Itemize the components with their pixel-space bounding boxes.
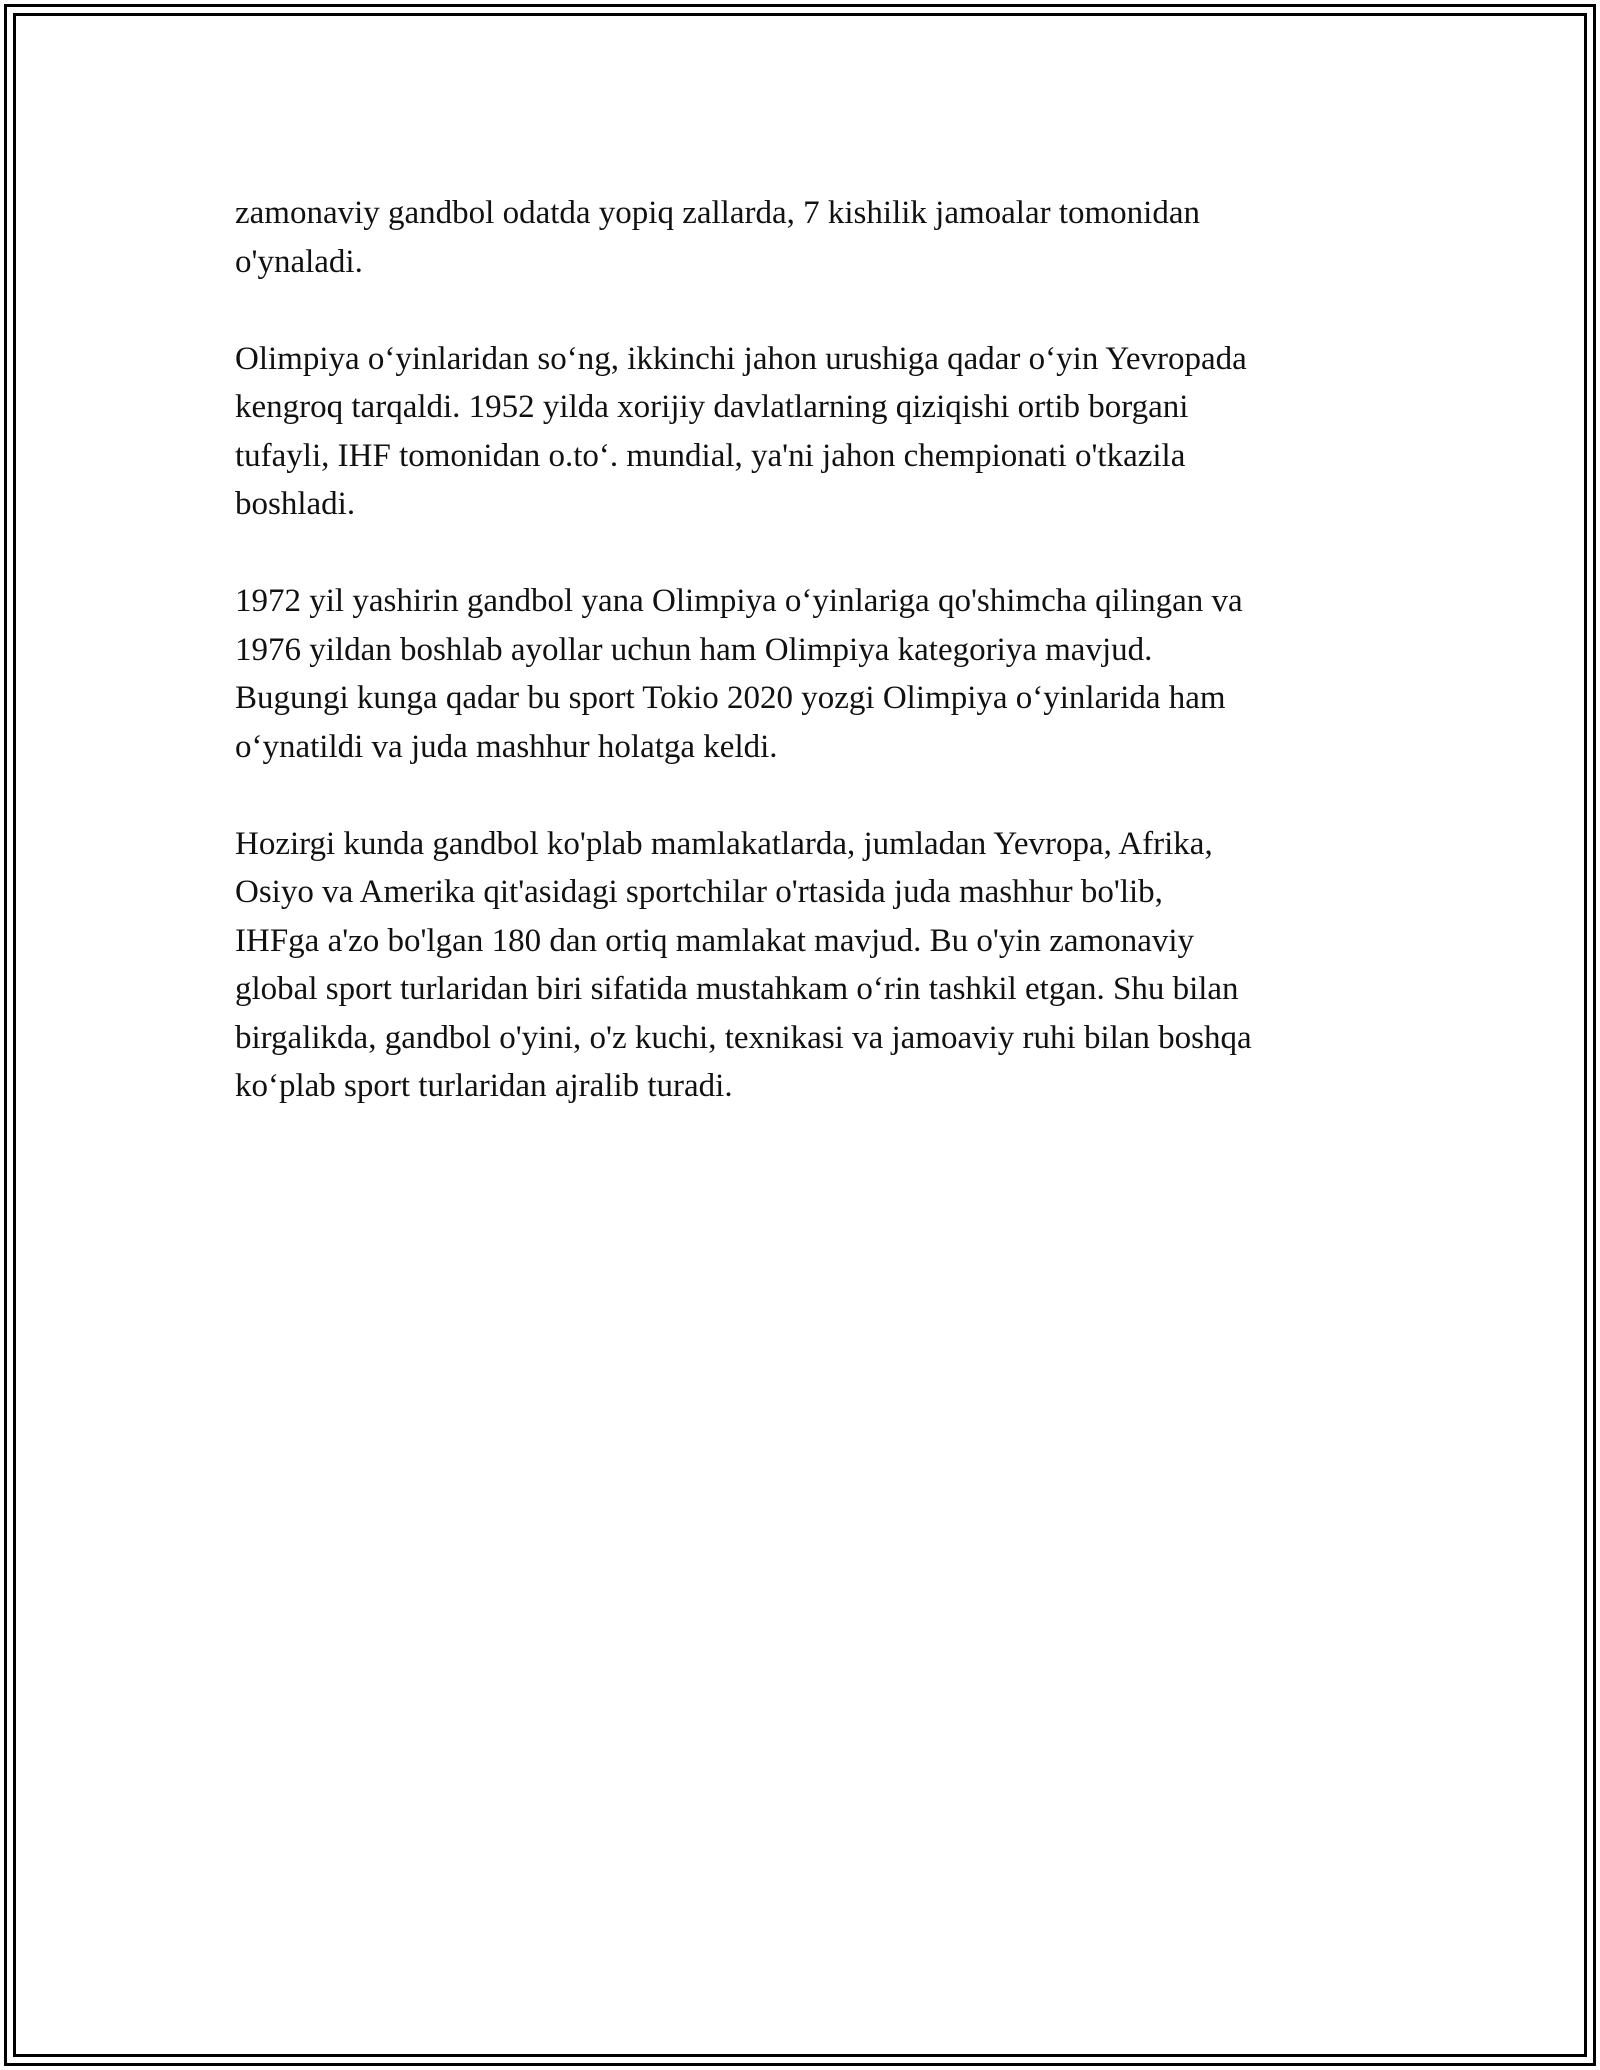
paragraph-3: 1972 yil yashirin gandbol yana Olimpiya o‘yinlariga qo'shimcha qilingan va 1976 yildan boshlab ayollar uchun ham Olimpiya kategoriya mavjud. Bugungi kunga qadar bu sport Tokio 2020 yozgi Olimpiya o‘yinlarida ham o‘ynatildi va juda mashhur holatga keldi. — [235, 583, 1243, 765]
paragraph-4: Hozirgi kunda gandbol ko'plab mamlakatlarda, jumladan Yevropa, Afrika, Osiyo va Amerika qit'asidagi sportchilar o'rtasida juda mashhur bo'lib, IHFga a'zo bo'lgan 180 dan ortiq mamlakat mavjud. Bu o'yin zamonaviy global sport turlaridan biri sifatida mustahkam o‘rin tashkil etgan. Shu bilan birgalikda, gandbol o'yini, o'z kuchi, texnikasi va jamoaviy ruhi bilan boshqa ko‘plab sport turlaridan ajralib turadi. — [235, 825, 1252, 1104]
paragraph-2: Olimpiya o‘yinlaridan so‘ng, ikkinchi jahon urushiga qadar o‘yin Yevropada kengroq tarqaldi. 1952 yilda xorijiy davlatlarning qiziqishi ortib borgani tufayli, IHF tomonidan o.to‘. mundial, ya'ni jahon chempionati o'tkazila boshladi. — [235, 340, 1247, 522]
paragraph-1: zamonaviy gandbol odatda yopiq zallarda, 7 kishilik jamoalar tomonidan o'ynaladi. — [235, 195, 1200, 280]
document-body — [235, 189, 1385, 1159]
